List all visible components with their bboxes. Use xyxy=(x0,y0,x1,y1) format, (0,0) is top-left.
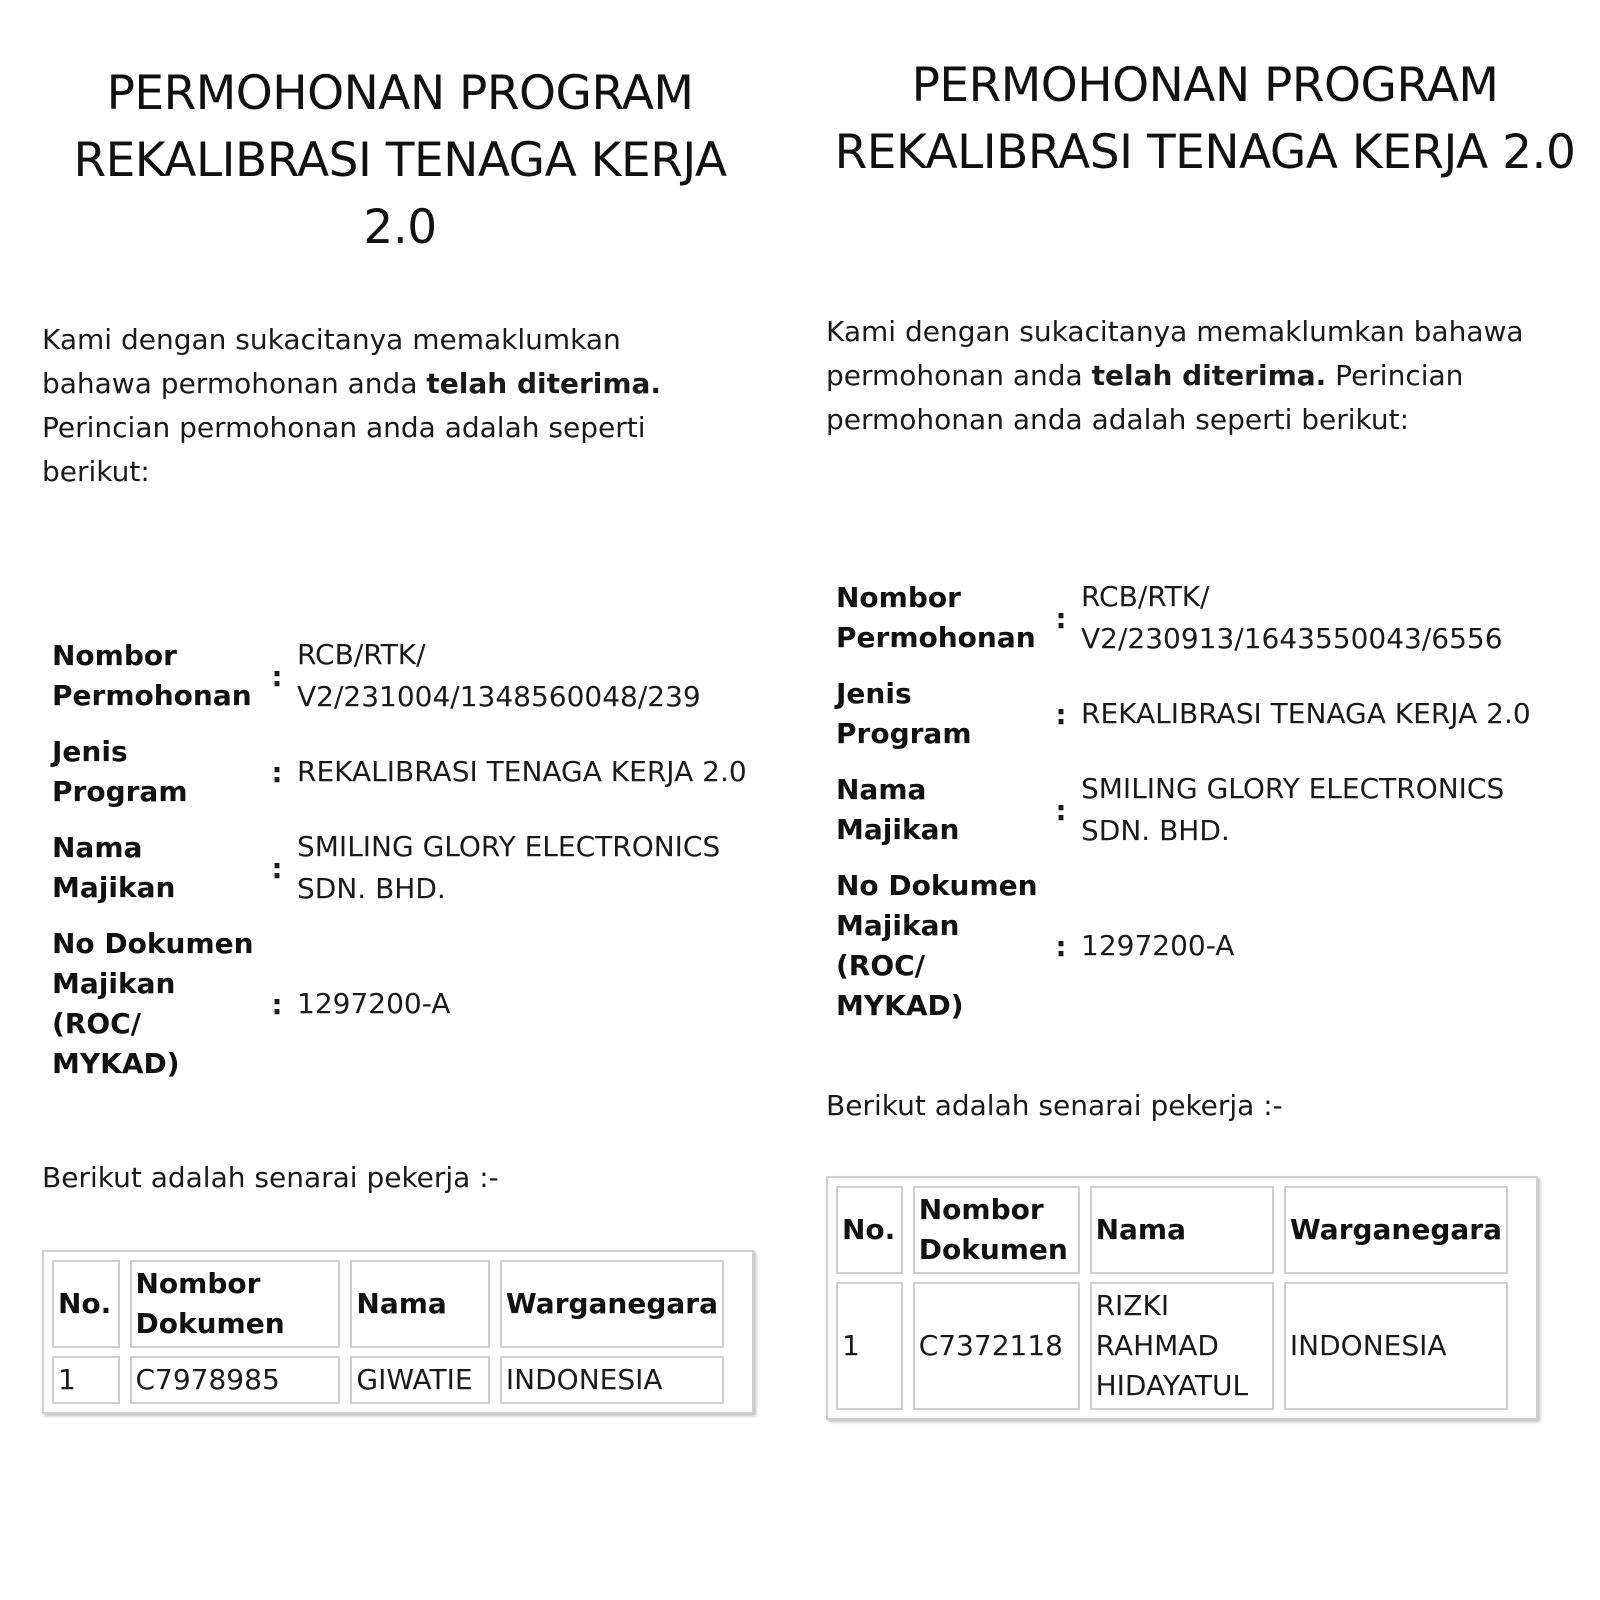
detail-separator: : xyxy=(271,987,283,1021)
cell-nationality: INDONESIA xyxy=(500,1356,724,1404)
detail-value: 1297200-A xyxy=(297,987,451,1020)
detail-row-employer-document xyxy=(52,916,747,1092)
detail-separator: : xyxy=(1055,793,1067,827)
intro-text-bold: telah diterima. xyxy=(426,367,662,400)
column-header-no: No. xyxy=(836,1186,903,1274)
column-header-name: Nama xyxy=(350,1260,490,1348)
detail-value: RCB/RTK/ V2/230913/1643550043/6556 xyxy=(1081,580,1503,655)
column-header-document-number: Nombor Dokumen xyxy=(913,1186,1080,1274)
table-header-row xyxy=(836,1186,1508,1274)
detail-value: 1297200-A xyxy=(1081,929,1235,962)
worker-list-caption: Berikut adalah senarai pekerja :- xyxy=(42,1161,499,1194)
cell-name: RIZKI RAHMAD HIDAYATUL xyxy=(1090,1282,1274,1410)
intro-text xyxy=(826,310,1566,442)
detail-separator: : xyxy=(1055,697,1067,731)
detail-value: RCB/RTK/ V2/231004/1348560048/239 xyxy=(297,638,701,713)
worker-table xyxy=(826,1178,1518,1418)
page-title: PERMOHONAN PROGRAM REKALIBRASI TENAGA KERJA 2.0 xyxy=(834,58,1576,180)
page-title: PERMOHONAN PROGRAM REKALIBRASI TENAGA KERJA 2.0 xyxy=(73,66,727,255)
application-details xyxy=(52,628,747,1092)
detail-separator: : xyxy=(271,851,283,885)
worker-table xyxy=(42,1252,734,1412)
detail-separator: : xyxy=(271,755,283,789)
detail-label: Nombor Permohonan xyxy=(52,639,252,712)
detail-value: SMILING GLORY ELECTRONICS SDN. BHD. xyxy=(1081,772,1505,847)
column-header-document-number: Nombor Dokumen xyxy=(130,1260,341,1348)
detail-value: REKALIBRASI TENAGA KERJA 2.0 xyxy=(1081,697,1531,730)
detail-row-program-type xyxy=(836,666,1551,762)
intro-text-bold: telah diterima. xyxy=(1091,359,1327,392)
cell-nationality: INDONESIA xyxy=(1284,1282,1508,1410)
intro-text-end: Perincian permohonan anda adalah seperti berikut: xyxy=(826,359,1464,436)
detail-label: No Dokumen Majikan (ROC/ MYKAD) xyxy=(836,869,1038,1022)
detail-label: No Dokumen Majikan (ROC/ MYKAD) xyxy=(52,927,254,1080)
detail-row-employer-name xyxy=(836,762,1551,858)
detail-row-employer-document xyxy=(836,858,1551,1034)
detail-label: Jenis Program xyxy=(836,677,972,750)
intro-text xyxy=(42,318,722,494)
detail-value: SMILING GLORY ELECTRONICS SDN. BHD. xyxy=(297,830,721,905)
cell-no: 1 xyxy=(836,1282,903,1410)
detail-label: Jenis Program xyxy=(52,735,188,808)
column-header-nationality: Warganegara xyxy=(1284,1186,1508,1274)
table-header-row xyxy=(52,1260,724,1348)
table-row xyxy=(52,1356,724,1404)
detail-row-program-type xyxy=(52,724,747,820)
detail-label: Nama Majikan xyxy=(836,773,960,846)
intro-text-start: Kami dengan sukacitanya memaklumkan bahawa permohonan anda xyxy=(42,323,621,400)
detail-row-employer-name xyxy=(52,820,747,916)
detail-separator: : xyxy=(271,659,283,693)
detail-row-application-number xyxy=(836,570,1551,666)
detail-separator: : xyxy=(1055,929,1067,963)
worker-table-frame xyxy=(826,1176,1538,1420)
column-header-no: No. xyxy=(52,1260,120,1348)
worker-list-caption: Berikut adalah senarai pekerja :- xyxy=(826,1089,1283,1122)
detail-value: REKALIBRASI TENAGA KERJA 2.0 xyxy=(297,755,747,788)
worker-table-frame xyxy=(42,1250,754,1414)
right-application-panel xyxy=(800,0,1600,1600)
intro-text-end: Perincian permohonan anda adalah seperti berikut: xyxy=(42,411,646,488)
application-details xyxy=(836,570,1551,1034)
cell-document-number: C7372118 xyxy=(913,1282,1080,1410)
cell-no: 1 xyxy=(52,1356,120,1404)
column-header-name: Nama xyxy=(1090,1186,1274,1274)
intro-text-start: Kami dengan sukacitanya memaklumkan bahawa permohonan anda xyxy=(826,315,1524,392)
cell-document-number: C7978985 xyxy=(130,1356,341,1404)
detail-separator: : xyxy=(1055,601,1067,635)
table-row xyxy=(836,1282,1508,1410)
cell-name: GIWATIE xyxy=(350,1356,490,1404)
detail-label: Nombor Permohonan xyxy=(836,581,1036,654)
detail-row-application-number xyxy=(52,628,747,724)
column-header-nationality: Warganegara xyxy=(500,1260,724,1348)
detail-label: Nama Majikan xyxy=(52,831,176,904)
